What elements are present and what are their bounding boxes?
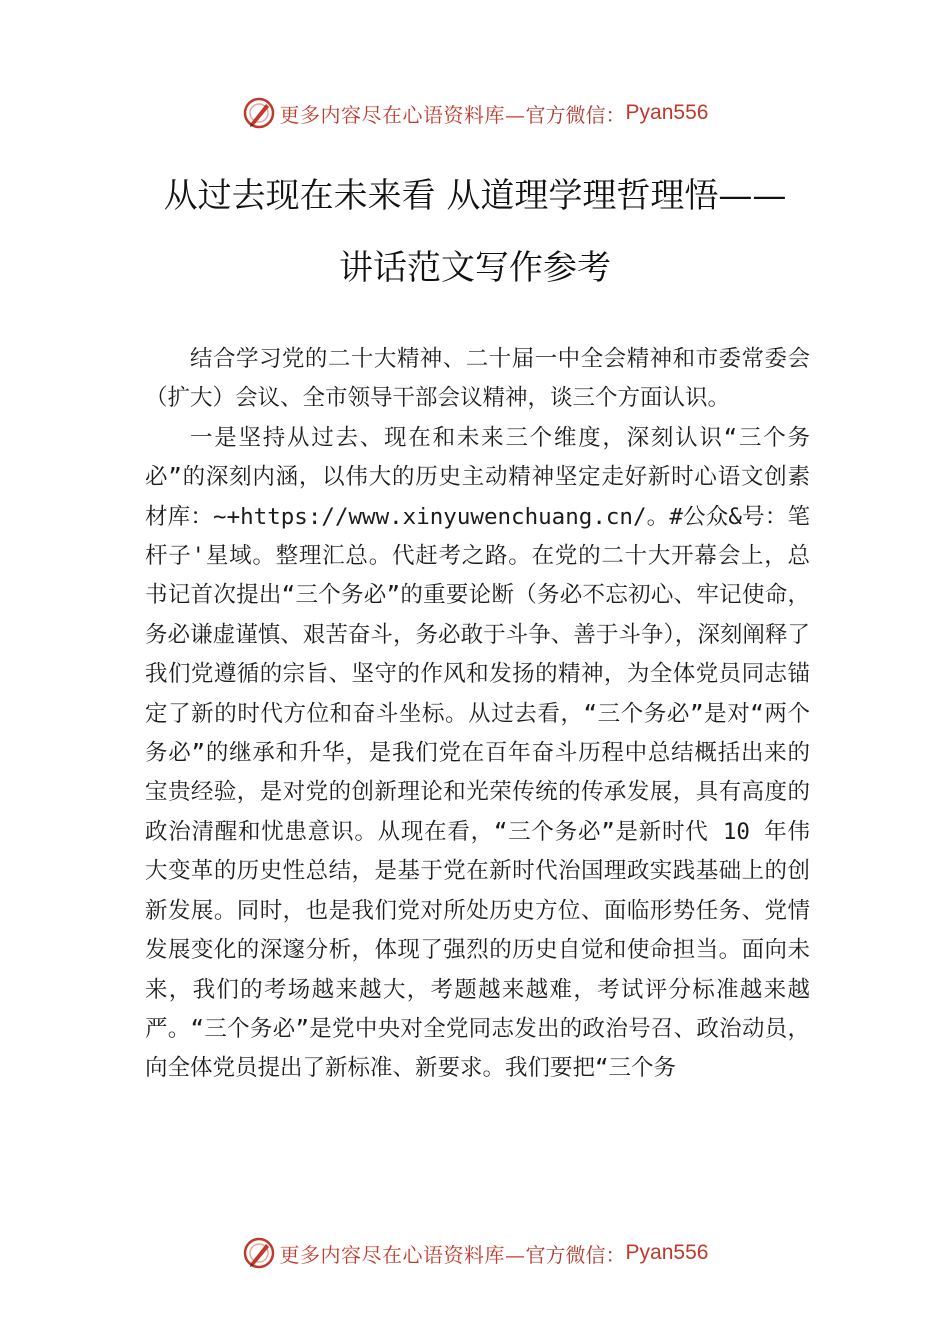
banner-text: 更多内容尽在心语资料库— (279, 102, 526, 127)
document-title (60, 160, 890, 304)
title-line-1: 从过去现在未来看 从道理学理哲理悟—— (163, 176, 787, 216)
title-line-2: 讲话范文写作参考 (339, 248, 611, 288)
banner-text: 更多内容尽在心语资料库— (279, 1242, 526, 1267)
banner-wechat-label: 官方微信： (525, 102, 626, 127)
pen-logo-icon (242, 1236, 276, 1270)
paragraph: 一是坚持从过去、现在和未来三个维度，深刻认识“三个务必”的深刻内涵，以伟大的历史主动精神坚定走好新时心语文创素材库：~+https://www.xinyuwenchuang.cn/。#公众&号：笔杆子'星域。整理汇总。代赶考之路。在党的二十大开幕会上，总书记首次提出“三个务必”的重要论断（务必不忘初心、牢记使命，务必谦虚谨慎、艰苦奋斗，务必敢于斗争、善于斗争），深刻阐释了我们党遵循的宗旨、坚守的作风和发扬的精神，为全体党员同志锚定了新的时代方位和奋斗坐标。从过去看，“三个务必”是对“两个务必”的继承和升华，是我们党在百年奋斗历程中总结概括出来的宝贵经验，是对党的创新理论和光荣传统的传承发展，具有高度的政治清醒和忧患意识。从现在看，“三个务必”是新时代 10 年伟大变革的历史性总结，是基于党在新时代治国理政实践基础上的创新发展。同时，也是我们党对所处历史方位、面临形势任务、党情发展变化的深邃分析，体现了强烈的历史自觉和使命担当。面向未来，我们的考场越来越大，考题越来越难，考试评分标准越来越严。“三个务必”是党中央对全党同志发出的政治号召、政治动员，向全体党员提出了新标准、新要求。我们要把“三个务 (145, 424, 810, 1082)
pen-logo-icon (242, 96, 276, 130)
banner-wechat-id: Pyan556 (625, 101, 709, 124)
footer-banner (0, 1233, 950, 1273)
header-banner (0, 93, 950, 133)
paragraph: 结合学习党的二十大精神、二十届一中全会精神和市委常委会（扩大）会议、全市领导干部会议精神，谈三个方面认识。 (145, 346, 810, 412)
banner-wechat-label: 官方微信： (525, 1242, 626, 1267)
document-body (145, 340, 810, 1089)
banner-wechat-id: Pyan556 (625, 1241, 709, 1264)
